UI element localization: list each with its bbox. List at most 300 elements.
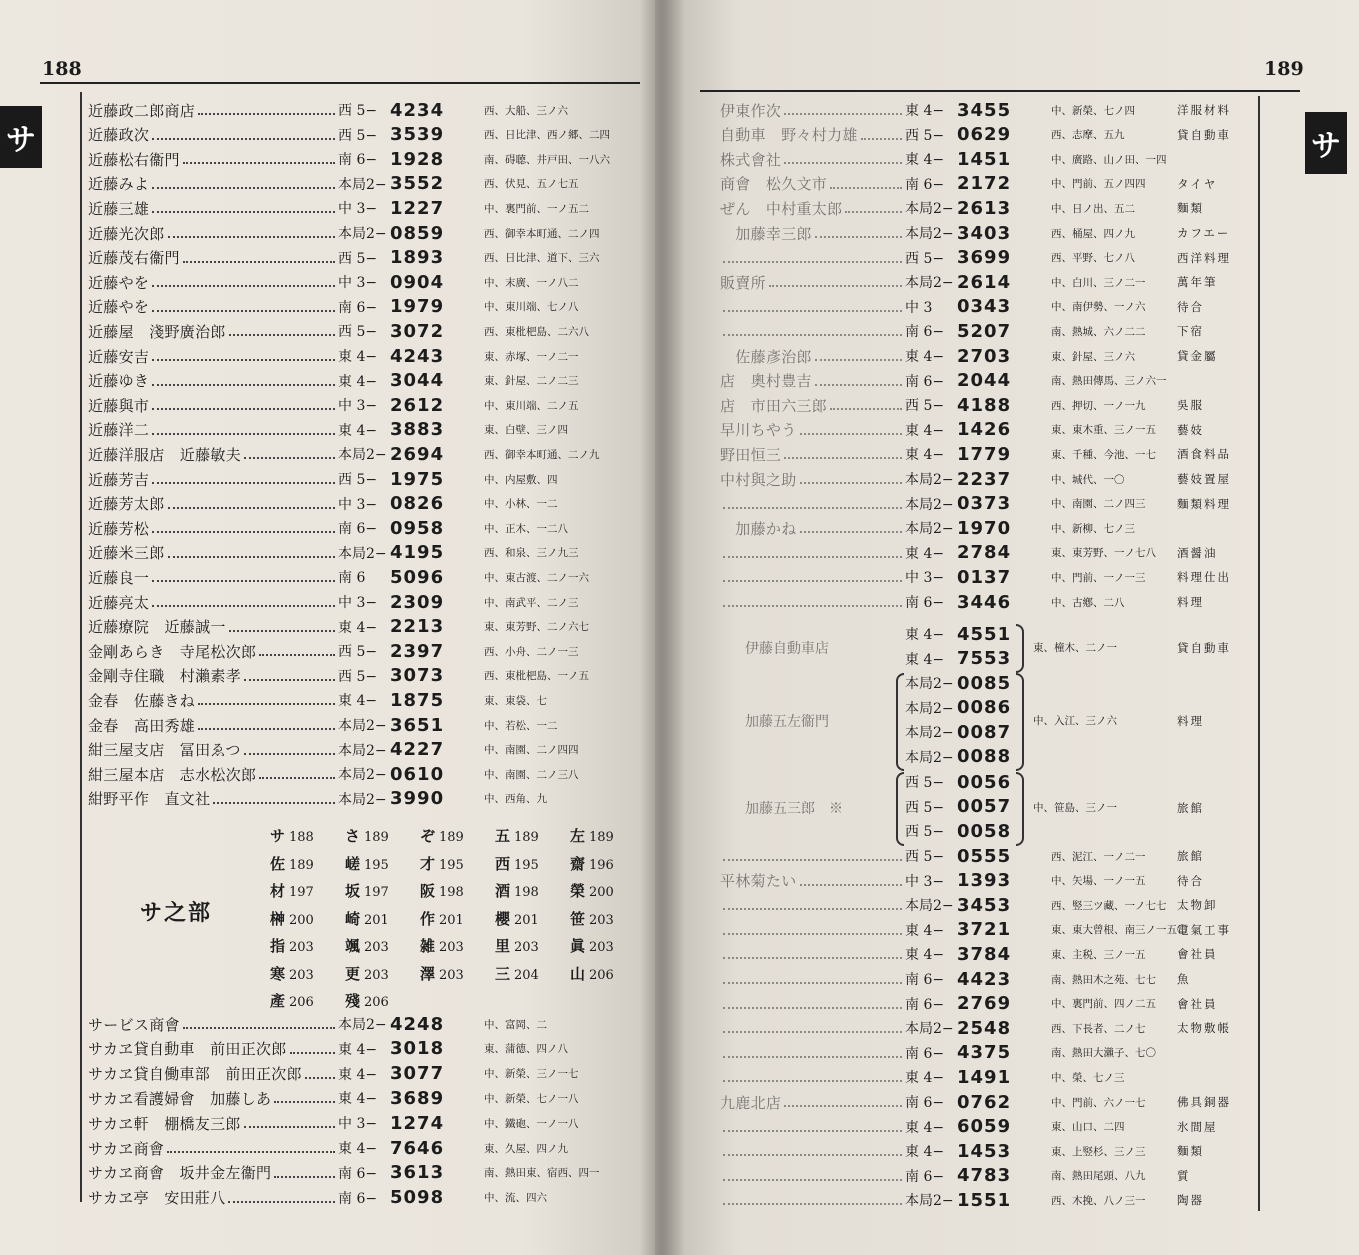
exchange-prefix: 南 6− [905, 324, 945, 341]
phone-line [905, 720, 1011, 744]
phone-line [905, 745, 1011, 769]
directory-entry [720, 1188, 1330, 1212]
phone-number: 1979 [390, 296, 445, 318]
business-type: 麵類 [1177, 201, 1204, 216]
phone-number: 2044 [957, 370, 1012, 392]
phone-number: 5207 [957, 320, 1012, 342]
phone-number: 1451 [957, 148, 1012, 170]
entry-address: 中、裏門前、一ノ五二 [484, 202, 589, 215]
entry-name: 近藤松右衞門 [88, 150, 180, 169]
entry-name: 金春 佐藤きね [88, 691, 196, 710]
phone-number: 0086 [957, 697, 1012, 719]
index-cell [270, 880, 345, 901]
entry-name-area [88, 1187, 338, 1208]
index-kanji: 殘 [345, 992, 361, 1011]
leader-dots [259, 777, 335, 779]
entry-name: 九鹿北店 [720, 1093, 782, 1112]
entry-name-area [720, 978, 905, 980]
thumb-index-left: サ [0, 106, 42, 168]
phone-number: 4783 [957, 1165, 1012, 1187]
index-kanji: 颯 [345, 937, 361, 956]
leader-dots [723, 1031, 902, 1033]
phone-number: 1426 [957, 419, 1012, 441]
business-type: 麵類料理 [1177, 496, 1231, 511]
phone-line [905, 647, 1011, 671]
index-cell [345, 880, 420, 901]
entry-address: 中、新榮、七ノ四 [1051, 104, 1135, 117]
entry-name: 近藤療院 近藤誠一 [88, 618, 226, 637]
entry-address: 西、平野、七ノ八 [1051, 252, 1135, 265]
index-kanji: 寒 [270, 964, 286, 983]
exchange-prefix: 東 4− [338, 349, 378, 365]
entry-name-area [88, 690, 338, 711]
entry-address: 中、新榮、七ノ一八 [484, 1092, 579, 1105]
exchange-prefix: 西 5− [338, 250, 378, 267]
directory-entry [720, 541, 1330, 565]
exchange-prefix: 中 3− [338, 496, 378, 513]
leader-dots [800, 482, 902, 484]
phone-number: 0088 [957, 746, 1012, 768]
entry-name-area [720, 953, 905, 955]
entry-address: 中、新榮、三ノ一七 [484, 1068, 579, 1081]
entry-name: 自動車 野々村力雄 [720, 126, 858, 145]
business-type: 陶器 [1177, 1193, 1204, 1208]
index-kanji: 產 [270, 992, 286, 1011]
leader-dots [152, 187, 335, 189]
entry-name-area [88, 518, 338, 539]
phone-number: 1975 [390, 468, 445, 490]
entry-name-area [720, 1092, 905, 1113]
directory-entry [720, 893, 1330, 917]
business-type: タイヤ [1177, 176, 1218, 191]
entry-address: 東、東袋、七 [484, 694, 547, 707]
directory-entry [88, 442, 698, 466]
entry-name-area [88, 247, 338, 268]
phone-number: 0826 [390, 493, 445, 515]
phone-number: 0555 [957, 845, 1012, 867]
entry-address: 西、押切、一ノ一九 [1051, 399, 1146, 412]
leader-dots [213, 802, 335, 804]
entry-address: 東、橦木、二ノ一 [1033, 641, 1117, 654]
business-type: カフエー [1177, 226, 1231, 240]
exchange-prefix: 本局2− [905, 676, 954, 692]
business-type: 貸自動車 [1177, 640, 1231, 655]
entry-name-area [88, 124, 338, 145]
entry-name: 近藤洋服店 近藤敏夫 [88, 445, 242, 464]
exchange-prefix: 西 5− [905, 250, 945, 267]
phone-number: 0087 [957, 721, 1012, 743]
exchange-prefix: 東 4− [905, 1070, 945, 1087]
exchange-prefix: 西 5− [338, 472, 378, 488]
directory-entry [720, 565, 1330, 589]
exchange-prefix: 南 6 [338, 570, 366, 587]
directory-entry [88, 1136, 698, 1160]
entry-name-area [720, 223, 905, 244]
directory-entry [720, 98, 1330, 122]
entry-name-area [720, 1175, 905, 1177]
exchange-prefix: 中 3− [338, 1116, 378, 1133]
entry-name-area [720, 870, 905, 891]
business-type: 萬年筆 [1177, 275, 1218, 290]
phone-number: 0904 [390, 271, 445, 293]
index-kanji: 五 [495, 827, 511, 846]
exchange-prefix: 南 6− [905, 1045, 945, 1062]
phone-number: 5096 [390, 566, 445, 588]
phone-number: 2613 [957, 197, 1012, 219]
index-cell [270, 963, 345, 984]
entry-address: 中、新柳、七ノ三 [1051, 522, 1135, 535]
phone-number: 4375 [957, 1042, 1012, 1064]
entry-name: 近藤亮太 [88, 593, 150, 612]
phone-number: 0610 [390, 763, 445, 785]
entry-name-area [88, 198, 338, 219]
leader-dots [168, 236, 335, 238]
directory-entry [720, 1090, 1330, 1114]
index-page: 196 [589, 857, 614, 873]
index-row [270, 987, 650, 1015]
entry-name-area [88, 1162, 338, 1183]
exchange-prefix: 本局2− [905, 496, 954, 513]
directory-entry [720, 516, 1330, 540]
entry-name: 近藤屋 淺野廣治郎 [88, 322, 226, 341]
leader-dots [800, 884, 902, 886]
phone-number: 3552 [390, 173, 445, 195]
entry-name: 紺野平作 直文社 [88, 790, 211, 809]
entry-name: 近藤政二郎商店 [88, 101, 196, 120]
entry-name: 野田恒三 [720, 445, 782, 464]
index-kanji: 三 [495, 964, 511, 983]
entry-address: 南、熱田尾頭、八九 [1051, 1170, 1146, 1183]
header-rule-left [40, 82, 640, 84]
exchange-prefix: 東 4− [338, 373, 378, 390]
directory-entry [720, 393, 1330, 417]
exchange-prefix: 西 5− [338, 644, 378, 661]
entry-name-area [720, 1150, 905, 1152]
directory-entry [88, 147, 698, 171]
entry-address: 南、熱田大瀨子、七〇 [1051, 1047, 1156, 1060]
exchange-prefix: 本局2− [338, 447, 387, 464]
exchange-prefix: 本局2− [338, 545, 387, 562]
leader-dots [168, 507, 335, 509]
business-type: 吳服 [1177, 398, 1204, 413]
entry-name-area [88, 444, 338, 465]
exchange-prefix: 南 6− [338, 1165, 378, 1182]
entry-name-area [720, 904, 905, 906]
exchange-prefix: 東 4− [905, 1144, 945, 1161]
entry-name-area [88, 567, 338, 588]
directory-entry [88, 1111, 698, 1135]
entry-address: 東、白壁、三ノ四 [484, 424, 568, 437]
leader-dots [183, 162, 335, 164]
directory-entry [88, 319, 698, 343]
directory-entry [720, 992, 1330, 1016]
entry-name-area [720, 929, 905, 931]
entry-name-area [88, 100, 338, 121]
leader-dots [723, 1130, 902, 1132]
entry-name-area [720, 1126, 905, 1128]
entry-name: 紺三屋支店 冨田ゑつ [88, 741, 241, 760]
phone-number: 4243 [390, 345, 445, 367]
entry-address: 西、御幸本町通、二ノ四 [484, 227, 600, 240]
index-page: 189 [589, 830, 614, 846]
exchange-prefix: 南 6− [905, 996, 945, 1013]
directory-entry [720, 869, 1330, 893]
entry-name: 加藤幸三郎 [720, 224, 812, 243]
entry-name: 早川ちやう [720, 421, 797, 440]
phone-number: 0085 [957, 672, 1012, 694]
index-kanji: 雑 [420, 937, 436, 956]
phone-number: 3721 [957, 919, 1012, 941]
entry-name-area [720, 257, 905, 259]
directory-entry [720, 418, 1330, 442]
index-page: 195 [364, 857, 389, 873]
entry-name: 佐藤彥治郎 [720, 347, 812, 366]
index-cell [420, 908, 495, 929]
entry-name-area [720, 552, 905, 554]
phone-number: 2612 [390, 394, 445, 416]
business-type: 貸自動車 [1177, 127, 1231, 142]
entry-name-area [88, 149, 338, 170]
entry-address: 西、東枇杷島、一ノ五 [484, 670, 589, 683]
entry-address: 中、南武平、二ノ三 [484, 596, 579, 609]
phone-number: 1928 [390, 148, 445, 170]
entry-address: 中、流、四六 [484, 1192, 547, 1205]
phone-line [905, 819, 1011, 843]
entry-name: 店 市田六三郎 [720, 396, 828, 415]
exchange-prefix: 中 3 [905, 299, 933, 316]
entry-name-area [720, 124, 905, 145]
page-number-left: 188 [42, 58, 82, 80]
index-page: 201 [514, 912, 539, 928]
phone-line [905, 770, 1011, 794]
entry-address: 中、矢場、一ノ一五 [1051, 875, 1146, 888]
exchange-prefix: 南 6− [338, 521, 378, 538]
phone-number: 3446 [957, 591, 1012, 613]
leader-dots [152, 580, 335, 582]
directory-entry [88, 713, 698, 737]
directory-entry [88, 369, 698, 393]
phone-number: 3613 [390, 1162, 445, 1184]
index-kanji: 才 [420, 854, 436, 873]
exchange-prefix: 本局2− [338, 791, 387, 808]
directory-entry [88, 172, 698, 196]
entry-name-area [720, 518, 905, 539]
phone-number: 1893 [390, 247, 445, 269]
directory-entry [720, 918, 1330, 942]
phone-number: 2213 [390, 616, 445, 638]
leader-dots [815, 384, 902, 386]
entry-address: 中、古鄕、二八 [1051, 596, 1125, 609]
directory-entry [720, 844, 1330, 868]
index-page: 203 [364, 940, 389, 956]
leader-dots [152, 482, 335, 484]
entry-name-area [720, 330, 905, 332]
business-type: 料理 [1177, 714, 1204, 729]
entry-name: 伊藤自動車店 [745, 640, 829, 657]
entry-name-area [720, 306, 905, 308]
entry-address: 中、東川端、二ノ五 [484, 399, 579, 412]
leader-dots [723, 261, 902, 263]
leader-dots [305, 1077, 335, 1079]
index-cell [570, 935, 645, 956]
exchange-prefix: 南 6− [905, 595, 945, 611]
leader-dots [228, 1201, 335, 1203]
phone-number: 4195 [390, 542, 445, 564]
directory-entry [88, 221, 698, 245]
business-type: 酒食料品 [1177, 447, 1231, 462]
entry-name-area [88, 223, 338, 244]
entry-address: 中、門前、六ノ一七 [1051, 1096, 1146, 1109]
entry-name-area [88, 469, 338, 490]
directory-entry [720, 492, 1330, 516]
index-kanji: 澤 [420, 964, 436, 983]
phone-number: 1551 [957, 1189, 1012, 1211]
leader-dots [274, 1176, 335, 1178]
entry-address: 西、和泉、三ノ九三 [484, 547, 579, 560]
directory-entry [88, 664, 698, 688]
index-page: 198 [514, 885, 539, 901]
entry-name-area [88, 395, 338, 416]
entry-name-area [88, 1038, 338, 1059]
leader-dots [723, 933, 902, 935]
entry-address: 中、内屋敷、四 [484, 473, 558, 486]
business-type: 料理仕出 [1177, 570, 1231, 585]
business-type: 待合 [1177, 299, 1204, 314]
leader-dots [168, 556, 335, 558]
index-cell [345, 990, 420, 1011]
index-cell [570, 908, 645, 929]
exchange-prefix: 東 4− [905, 922, 945, 939]
entry-name-area [88, 296, 338, 317]
entry-address: 中、門前、一ノ一三 [1051, 571, 1146, 584]
entry-name-area [88, 173, 338, 194]
entry-name: 株式會社 [720, 150, 782, 169]
entry-name-area [720, 576, 905, 578]
business-type: 魚 [1177, 972, 1191, 986]
index-cell [495, 963, 570, 984]
entry-name-area [88, 641, 338, 662]
index-cell [270, 825, 345, 846]
phone-line [905, 622, 1011, 646]
index-page: 189 [514, 830, 539, 846]
entry-name-area [720, 601, 905, 603]
index-page: 189 [439, 830, 464, 846]
directory-entry [720, 967, 1330, 991]
phone-number: 0629 [957, 124, 1012, 146]
phone-line [905, 795, 1011, 819]
index-page: 206 [364, 995, 389, 1011]
entry-name: 商會 松久文市 [720, 175, 828, 194]
directory-entry [88, 467, 698, 491]
entry-address: 西、伏見、五ノ七五 [484, 178, 579, 191]
leader-dots [152, 310, 335, 312]
leader-dots [723, 859, 902, 861]
entry-name: 加藤五三郎 ※ [745, 800, 843, 817]
phone-number: 2548 [957, 1017, 1012, 1039]
group-brace [1016, 673, 1024, 771]
entry-name: 販賣所 [720, 273, 766, 292]
leader-dots [274, 1101, 335, 1103]
group-brace [1016, 624, 1024, 673]
leader-dots [198, 113, 335, 115]
entry-name-area [88, 419, 338, 440]
entry-name-area [88, 370, 338, 391]
directory-entry [88, 639, 698, 663]
exchange-prefix: 本局2− [338, 767, 387, 784]
entry-address: 西、日比津、道下、三六 [484, 252, 600, 265]
entry-name: 中村與之助 [720, 470, 797, 489]
phone-number: 3651 [390, 714, 445, 736]
index-cell [420, 825, 495, 846]
leader-dots [183, 1027, 335, 1029]
entry-address: 西、竪三ツ藏、一ノ七七 [1051, 899, 1167, 912]
entry-address: 中、白川、三ノ二一 [1051, 276, 1146, 289]
directory-entry [720, 1065, 1330, 1089]
leader-dots [723, 1203, 902, 1205]
exchange-prefix: 本局2− [338, 718, 387, 734]
entry-name-area [720, 370, 905, 391]
leader-dots [723, 507, 902, 509]
entry-name-area [88, 715, 338, 736]
index-cell [420, 853, 495, 874]
leader-dots [152, 211, 335, 213]
entry-address: 西、志摩、五九 [1051, 129, 1125, 142]
phone-number: 3699 [957, 247, 1012, 269]
entry-name: 近藤やを [88, 273, 150, 292]
entry-name: サカヱ軒 棚橋友三郎 [88, 1114, 241, 1133]
entry-address: 中、正木、一二八 [484, 522, 568, 535]
directory-entry [88, 123, 698, 147]
phone-number: 3072 [390, 320, 445, 342]
business-type: 西洋料理 [1177, 250, 1231, 265]
leader-dots [784, 162, 902, 164]
entry-address: 中、笹島、三ノ一 [1033, 801, 1117, 814]
entry-address: 東、東大曾根、南三ノ一五〇 [1051, 924, 1188, 937]
entry-address: 西、大船、三ノ六 [484, 104, 568, 117]
business-type: 會社員 [1177, 996, 1218, 1011]
entry-name: ぜん 中村重太郎 [720, 199, 843, 218]
business-type: 佛具銅器 [1177, 1095, 1231, 1109]
entry-name: 近藤洋二 [88, 421, 150, 440]
phone-number: 2172 [957, 173, 1012, 195]
business-type: 旅館 [1177, 800, 1204, 815]
entry-address: 中、西角、九 [484, 793, 547, 806]
index-kanji: 笹 [570, 909, 586, 928]
phone-number: 3784 [957, 943, 1012, 965]
phone-number: 4188 [957, 394, 1012, 416]
directory-entry [88, 590, 698, 614]
index-cell [420, 935, 495, 956]
kanji-page-index [270, 822, 650, 1015]
index-row [270, 932, 650, 960]
entry-address: 西、木挽、八ノ三一 [1051, 1194, 1146, 1207]
directory-entry [88, 393, 698, 417]
section-title: サ之部 [140, 900, 213, 926]
directory-entry [88, 270, 698, 294]
entry-name-area [88, 542, 338, 563]
entry-name: 近藤やを [88, 298, 150, 317]
index-kanji: 左 [570, 827, 586, 846]
phone-number: 0056 [957, 771, 1012, 793]
index-kanji: 坂 [345, 882, 361, 901]
leader-dots [723, 982, 902, 984]
entry-address: 中、末廣、一ノ八二 [484, 276, 579, 289]
index-cell [345, 853, 420, 874]
exchange-prefix: 西 5− [905, 127, 945, 144]
leader-dots [290, 1052, 335, 1054]
entry-name-area [720, 100, 905, 121]
phone-number: 0343 [957, 296, 1012, 318]
